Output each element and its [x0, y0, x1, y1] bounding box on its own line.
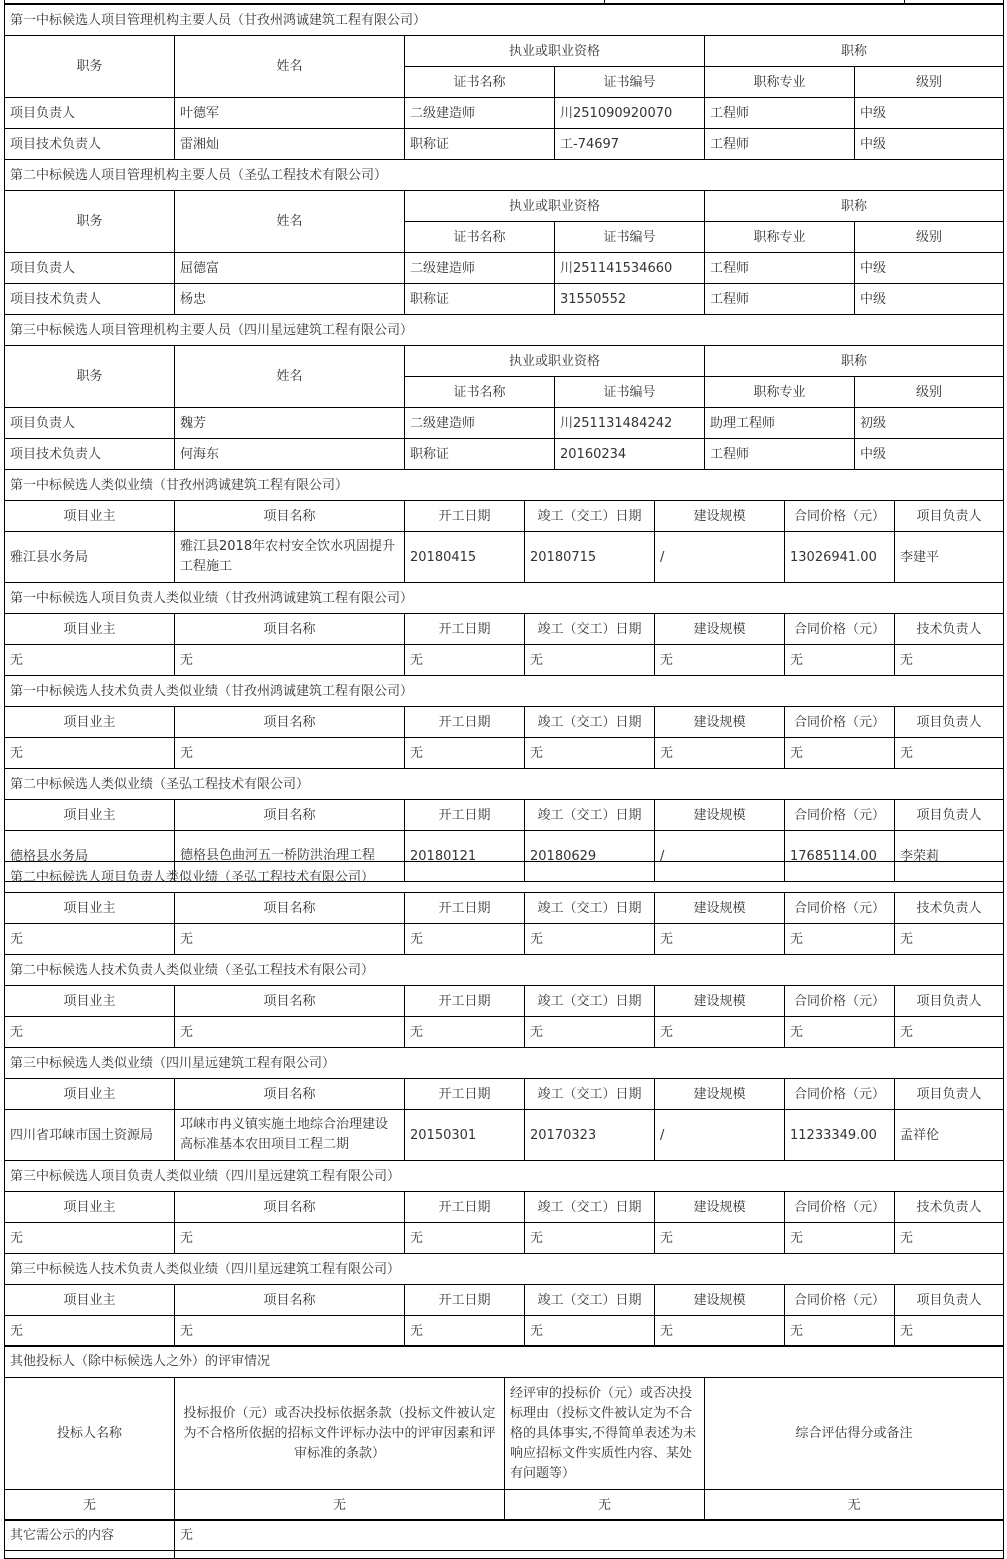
table-cell: 无 [525, 1316, 655, 1347]
table-cell: 工程师 [705, 98, 855, 129]
table-row [5, 1110, 1004, 1161]
column-header-title: 职称 [705, 346, 1004, 377]
column-header-start-date: 开工日期 [405, 614, 525, 645]
table-cell: 无 [895, 645, 1004, 676]
column-header-start-date: 开工日期 [405, 1192, 525, 1223]
table-cell: 无 [655, 1223, 785, 1254]
table-row [5, 1316, 1004, 1347]
table-cell: 无 [525, 645, 655, 676]
table-cell: 无 [785, 645, 895, 676]
table-cell: 中级 [855, 253, 1004, 284]
table-row [5, 253, 1004, 284]
column-header-owner: 项目业主 [5, 707, 175, 738]
table-cell: 魏芳 [175, 408, 405, 439]
table-row [5, 439, 1004, 470]
table-cell: 无 [5, 1223, 175, 1254]
table-cell: 无 [785, 1223, 895, 1254]
table-cell: 无 [785, 1316, 895, 1347]
column-header-price: 合同价格（元） [785, 501, 895, 532]
column-header-price: 合同价格（元） [785, 614, 895, 645]
column-header-title-major: 职称专业 [705, 222, 855, 253]
table-cell: 11233349.00 [785, 1110, 895, 1161]
performance-table [4, 582, 1004, 676]
column-header-finish-date: 竣工（交工）日期 [525, 800, 655, 831]
table-cell: 二级建造师 [405, 408, 555, 439]
section-title: 第一中标候选人项目负责人类似业绩（甘孜州鸿诚建筑工程有限公司） [5, 583, 1004, 614]
table-cell: 雅江县2018年农村安全饮水巩固提升工程施工 [175, 532, 405, 583]
table-cell: 无 [405, 1316, 525, 1347]
column-header-scale: 建设规模 [655, 1285, 785, 1316]
table-cell: 孟祥伦 [895, 1110, 1004, 1161]
column-header-title: 职称 [705, 36, 1004, 67]
column-header-scale: 建设规模 [655, 986, 785, 1017]
section-title: 其他投标人（除中标候选人之外）的评审情况 [5, 1346, 1004, 1378]
column-header-project-lead: 项目负责人 [895, 1285, 1004, 1316]
table-cell: 无 [5, 645, 175, 676]
column-header-tech-lead: 技术负责人 [895, 1192, 1004, 1223]
table-cell: 无 [505, 1490, 705, 1521]
performance-table [4, 1047, 1004, 1161]
column-header-scale: 建设规模 [655, 614, 785, 645]
table-cell: 20180715 [525, 532, 655, 583]
table-cell: / [655, 1110, 785, 1161]
table-cell: 李荣莉 [895, 831, 1004, 882]
table-cell: 20180629 [525, 831, 655, 882]
column-header-start-date: 开工日期 [405, 893, 525, 924]
table-cell: 项目技术负责人 [5, 129, 175, 160]
remarks-label: 其它需公示的内容 [5, 1520, 175, 1551]
performance-table [4, 1160, 1004, 1254]
table-cell: 13026941.00 [785, 532, 895, 583]
table-cell: 无 [175, 1017, 405, 1048]
performance-table [4, 469, 1004, 583]
section-title: 第三中标候选人类似业绩（四川星远建筑工程有限公司） [5, 1048, 1004, 1079]
table-cell: 川251131484242 [555, 408, 705, 439]
column-header-start-date: 开工日期 [405, 800, 525, 831]
column-header-project: 项目名称 [175, 1192, 405, 1223]
column-header-scale: 建设规模 [655, 1192, 785, 1223]
column-header-cert-name: 证书名称 [405, 377, 555, 408]
column-header-owner: 项目业主 [5, 614, 175, 645]
table-cell: 职称证 [405, 284, 555, 315]
table-cell: 20180415 [405, 532, 525, 583]
table-cell: 无 [5, 1017, 175, 1048]
column-header-finish-date: 竣工（交工）日期 [525, 614, 655, 645]
column-header-price: 合同价格（元） [785, 1192, 895, 1223]
table-cell: 无 [785, 738, 895, 769]
column-header-finish-date: 竣工（交工）日期 [525, 501, 655, 532]
table-cell: 无 [525, 1223, 655, 1254]
column-header-project: 项目名称 [175, 707, 405, 738]
table-cell: 无 [175, 1490, 505, 1521]
table-row [5, 645, 1004, 676]
column-header-project-lead: 项目负责人 [895, 501, 1004, 532]
column-header-finish-date: 竣工（交工）日期 [525, 986, 655, 1017]
column-header-name: 姓名 [175, 346, 405, 408]
column-header-bidder-name: 投标人名称 [5, 1378, 175, 1490]
table-cell: 工-74697 [555, 129, 705, 160]
column-header-project-lead: 项目负责人 [895, 1079, 1004, 1110]
table-cell: 17685114.00 [785, 831, 895, 882]
section-title: 第一中标候选人项目管理机构主要人员（甘孜州鸿诚建筑工程有限公司） [5, 5, 1004, 36]
section-title: 第一中标候选人类似业绩（甘孜州鸿诚建筑工程有限公司） [5, 470, 1004, 501]
staff-table [4, 314, 1004, 470]
column-header-price: 合同价格（元） [785, 800, 895, 831]
column-header-project-lead: 项目负责人 [895, 986, 1004, 1017]
table-row [5, 98, 1004, 129]
column-header-price: 合同价格（元） [785, 986, 895, 1017]
table-cell: 无 [785, 924, 895, 955]
table-cell: 职称证 [405, 129, 555, 160]
column-header-price: 合同价格（元） [785, 1285, 895, 1316]
column-header-finish-date: 竣工（交工）日期 [525, 1192, 655, 1223]
column-header-owner: 项目业主 [5, 800, 175, 831]
table-cell: 川251090920070 [555, 98, 705, 129]
table-cell: 无 [525, 924, 655, 955]
table-cell: 无 [895, 1017, 1004, 1048]
column-header-start-date: 开工日期 [405, 986, 525, 1017]
column-header-start-date: 开工日期 [405, 501, 525, 532]
table-cell: 川251141534660 [555, 253, 705, 284]
column-header-project: 项目名称 [175, 800, 405, 831]
table-row [5, 1223, 1004, 1254]
column-header-cert-no: 证书编号 [555, 222, 705, 253]
table-cell: 李建平 [895, 532, 1004, 583]
table-cell: 二级建造师 [405, 98, 555, 129]
table-row [5, 924, 1004, 955]
column-header-project: 项目名称 [175, 1079, 405, 1110]
remarks-value: 无 [175, 1520, 1004, 1551]
table-cell: 中级 [855, 98, 1004, 129]
column-header-project: 项目名称 [175, 614, 405, 645]
column-header-start-date: 开工日期 [405, 1079, 525, 1110]
table-cell: 无 [175, 738, 405, 769]
table-cell: 无 [655, 645, 785, 676]
table-cell: 工程师 [705, 129, 855, 160]
table-cell: / [655, 532, 785, 583]
table-cell: 无 [895, 1316, 1004, 1347]
table-cell: 屈德富 [175, 253, 405, 284]
table-cell: 叶德军 [175, 98, 405, 129]
column-header-project: 项目名称 [175, 1285, 405, 1316]
table-cell: 工程师 [705, 253, 855, 284]
column-header-project-lead: 项目负责人 [895, 800, 1004, 831]
table-cell: 无 [5, 1316, 175, 1347]
column-header-start-date: 开工日期 [405, 1285, 525, 1316]
table-cell: 何海东 [175, 439, 405, 470]
section-title: 第二中标候选人类似业绩（圣弘工程技术有限公司） [5, 769, 1004, 800]
table-cell: 无 [175, 645, 405, 676]
column-header-owner: 项目业主 [5, 1192, 175, 1223]
column-header-owner: 项目业主 [5, 1079, 175, 1110]
table-cell: 中级 [855, 284, 1004, 315]
table-cell: 无 [405, 924, 525, 955]
column-header-cert-name: 证书名称 [405, 222, 555, 253]
table-cell: 无 [895, 1223, 1004, 1254]
table-cell: 德格县色曲河五一桥防洪治理工程 [175, 831, 405, 882]
previous-table-tail [4, 0, 1004, 4]
table-cell: 工程师 [705, 439, 855, 470]
table-cell: 无 [525, 1017, 655, 1048]
table-row [5, 1017, 1004, 1048]
table-cell: 无 [175, 1316, 405, 1347]
column-header-cert-no: 证书编号 [555, 377, 705, 408]
table-cell: 无 [655, 1316, 785, 1347]
table-cell: 无 [175, 1223, 405, 1254]
column-header-qualification: 执业或职业资格 [405, 191, 705, 222]
table-cell: 雅江县水务局 [5, 532, 175, 583]
table-cell: 无 [785, 1017, 895, 1048]
column-header-owner: 项目业主 [5, 986, 175, 1017]
table-row [5, 532, 1004, 583]
column-header-qualification: 执业或职业资格 [405, 36, 705, 67]
column-header-scale: 建设规模 [655, 501, 785, 532]
column-header-title-major: 职称专业 [705, 67, 855, 98]
table-cell: 项目负责人 [5, 98, 175, 129]
section-title: 第一中标候选人技术负责人类似业绩（甘孜州鸿诚建筑工程有限公司） [5, 676, 1004, 707]
column-header-grade: 级别 [855, 67, 1004, 98]
column-header-name: 姓名 [175, 36, 405, 98]
column-header-finish-date: 竣工（交工）日期 [525, 1285, 655, 1316]
column-header-start-date: 开工日期 [405, 707, 525, 738]
table-cell: 无 [5, 924, 175, 955]
column-header-grade: 级别 [855, 377, 1004, 408]
table-cell: 中级 [855, 439, 1004, 470]
column-header-position: 职务 [5, 191, 175, 253]
section-title: 第三中标候选人项目管理机构主要人员（四川星远建筑工程有限公司） [5, 315, 1004, 346]
table-cell: 无 [655, 738, 785, 769]
column-header-project-lead: 项目负责人 [895, 707, 1004, 738]
column-header-owner: 项目业主 [5, 501, 175, 532]
table-cell: 初级 [855, 408, 1004, 439]
column-header-grade: 级别 [855, 222, 1004, 253]
column-header-scale: 建设规模 [655, 1079, 785, 1110]
table-cell: 中级 [855, 129, 1004, 160]
staff-table [4, 159, 1004, 315]
column-header-bid-price: 投标报价（元）或否决投标依据条款（投标文件被认定为不合格所依据的招标文件评标办法中的评审因素和评审标准的条款） [175, 1378, 505, 1490]
table-cell: 职称证 [405, 439, 555, 470]
table-row [5, 408, 1004, 439]
table-cell: 四川省邛崃市国土资源局 [5, 1110, 175, 1161]
column-header-finish-date: 竣工（交工）日期 [525, 893, 655, 924]
column-header-finish-date: 竣工（交工）日期 [525, 707, 655, 738]
column-header-owner: 项目业主 [5, 893, 175, 924]
performance-table [4, 675, 1004, 769]
table-cell: 项目技术负责人 [5, 439, 175, 470]
column-header-price: 合同价格（元） [785, 707, 895, 738]
other-bidders-table [4, 1345, 1004, 1521]
table-cell: 无 [895, 924, 1004, 955]
table-row [5, 284, 1004, 315]
column-header-finish-date: 竣工（交工）日期 [525, 1079, 655, 1110]
column-header-tech-lead: 技术负责人 [895, 893, 1004, 924]
column-header-title-major: 职称专业 [705, 377, 855, 408]
section-title: 第二中标候选人项目管理机构主要人员（圣弘工程技术有限公司） [5, 160, 1004, 191]
table-cell: 无 [655, 1017, 785, 1048]
performance-table [4, 1253, 1004, 1347]
column-header-price: 合同价格（元） [785, 893, 895, 924]
staff-table [4, 4, 1004, 160]
section-title: 第二中标候选人项目负责人类似业绩（圣弘工程技术有限公司） [5, 862, 1004, 893]
section-title: 第二中标候选人技术负责人类似业绩（圣弘工程技术有限公司） [5, 955, 1004, 986]
column-header-owner: 项目业主 [5, 1285, 175, 1316]
table-cell: 无 [405, 645, 525, 676]
column-header-position: 职务 [5, 36, 175, 98]
performance-table [4, 954, 1004, 1048]
column-header-cert-no: 证书编号 [555, 67, 705, 98]
column-header-price: 合同价格（元） [785, 1079, 895, 1110]
column-header-project: 项目名称 [175, 893, 405, 924]
table-cell: 项目技术负责人 [5, 284, 175, 315]
performance-table [4, 861, 1004, 955]
table-cell: 工程师 [705, 284, 855, 315]
table-cell: 20160234 [555, 439, 705, 470]
table-cell: 无 [705, 1490, 1004, 1521]
column-header-cert-name: 证书名称 [405, 67, 555, 98]
table-cell: 20150301 [405, 1110, 525, 1161]
table-row [5, 738, 1004, 769]
column-header-project: 项目名称 [175, 501, 405, 532]
table-cell: 无 [5, 738, 175, 769]
table-cell: 无 [5, 1490, 175, 1521]
table-cell: 雷湘灿 [175, 129, 405, 160]
column-header-scale: 建设规模 [655, 707, 785, 738]
table-cell: 助理工程师 [705, 408, 855, 439]
table-cell: 项目负责人 [5, 408, 175, 439]
column-header-project: 项目名称 [175, 986, 405, 1017]
table-cell: 邛崃市冉义镇实施土地综合治理建设高标准基本农田项目工程二期 [175, 1110, 405, 1161]
section-title: 第三中标候选人技术负责人类似业绩（四川星远建筑工程有限公司） [5, 1254, 1004, 1285]
table-cell: 无 [405, 738, 525, 769]
table-cell: 二级建造师 [405, 253, 555, 284]
table-cell: 31550552 [555, 284, 705, 315]
table-cell: / [655, 831, 785, 882]
table-cell: 20170323 [525, 1110, 655, 1161]
table-row [5, 129, 1004, 160]
table-cell: 德格县水务局 [5, 831, 175, 882]
table-cell: 无 [175, 924, 405, 955]
remarks-table [4, 1519, 1004, 1559]
table-cell: 无 [525, 738, 655, 769]
column-header-scale: 建设规模 [655, 893, 785, 924]
table-cell: 杨忠 [175, 284, 405, 315]
table-cell: 项目负责人 [5, 253, 175, 284]
column-header-name: 姓名 [175, 191, 405, 253]
column-header-title: 职称 [705, 191, 1004, 222]
table-cell: 无 [655, 924, 785, 955]
column-header-position: 职务 [5, 346, 175, 408]
table-cell: 无 [895, 738, 1004, 769]
column-header-scale: 建设规模 [655, 800, 785, 831]
table-cell: 20180121 [405, 831, 525, 882]
column-header-qualification: 执业或职业资格 [405, 346, 705, 377]
column-header-score: 综合评估得分或备注 [705, 1378, 1004, 1490]
column-header-evaluated-price: 经评审的投标价（元）或否决投标理由（投标文件被认定为不合格的具体事实,不得简单表述为未响应招标文件实质性内容、某处有问题等） [505, 1378, 705, 1490]
table-cell: 无 [405, 1223, 525, 1254]
table-cell: 无 [405, 1017, 525, 1048]
column-header-tech-lead: 技术负责人 [895, 614, 1004, 645]
section-title: 第三中标候选人项目负责人类似业绩（四川星远建筑工程有限公司） [5, 1161, 1004, 1192]
